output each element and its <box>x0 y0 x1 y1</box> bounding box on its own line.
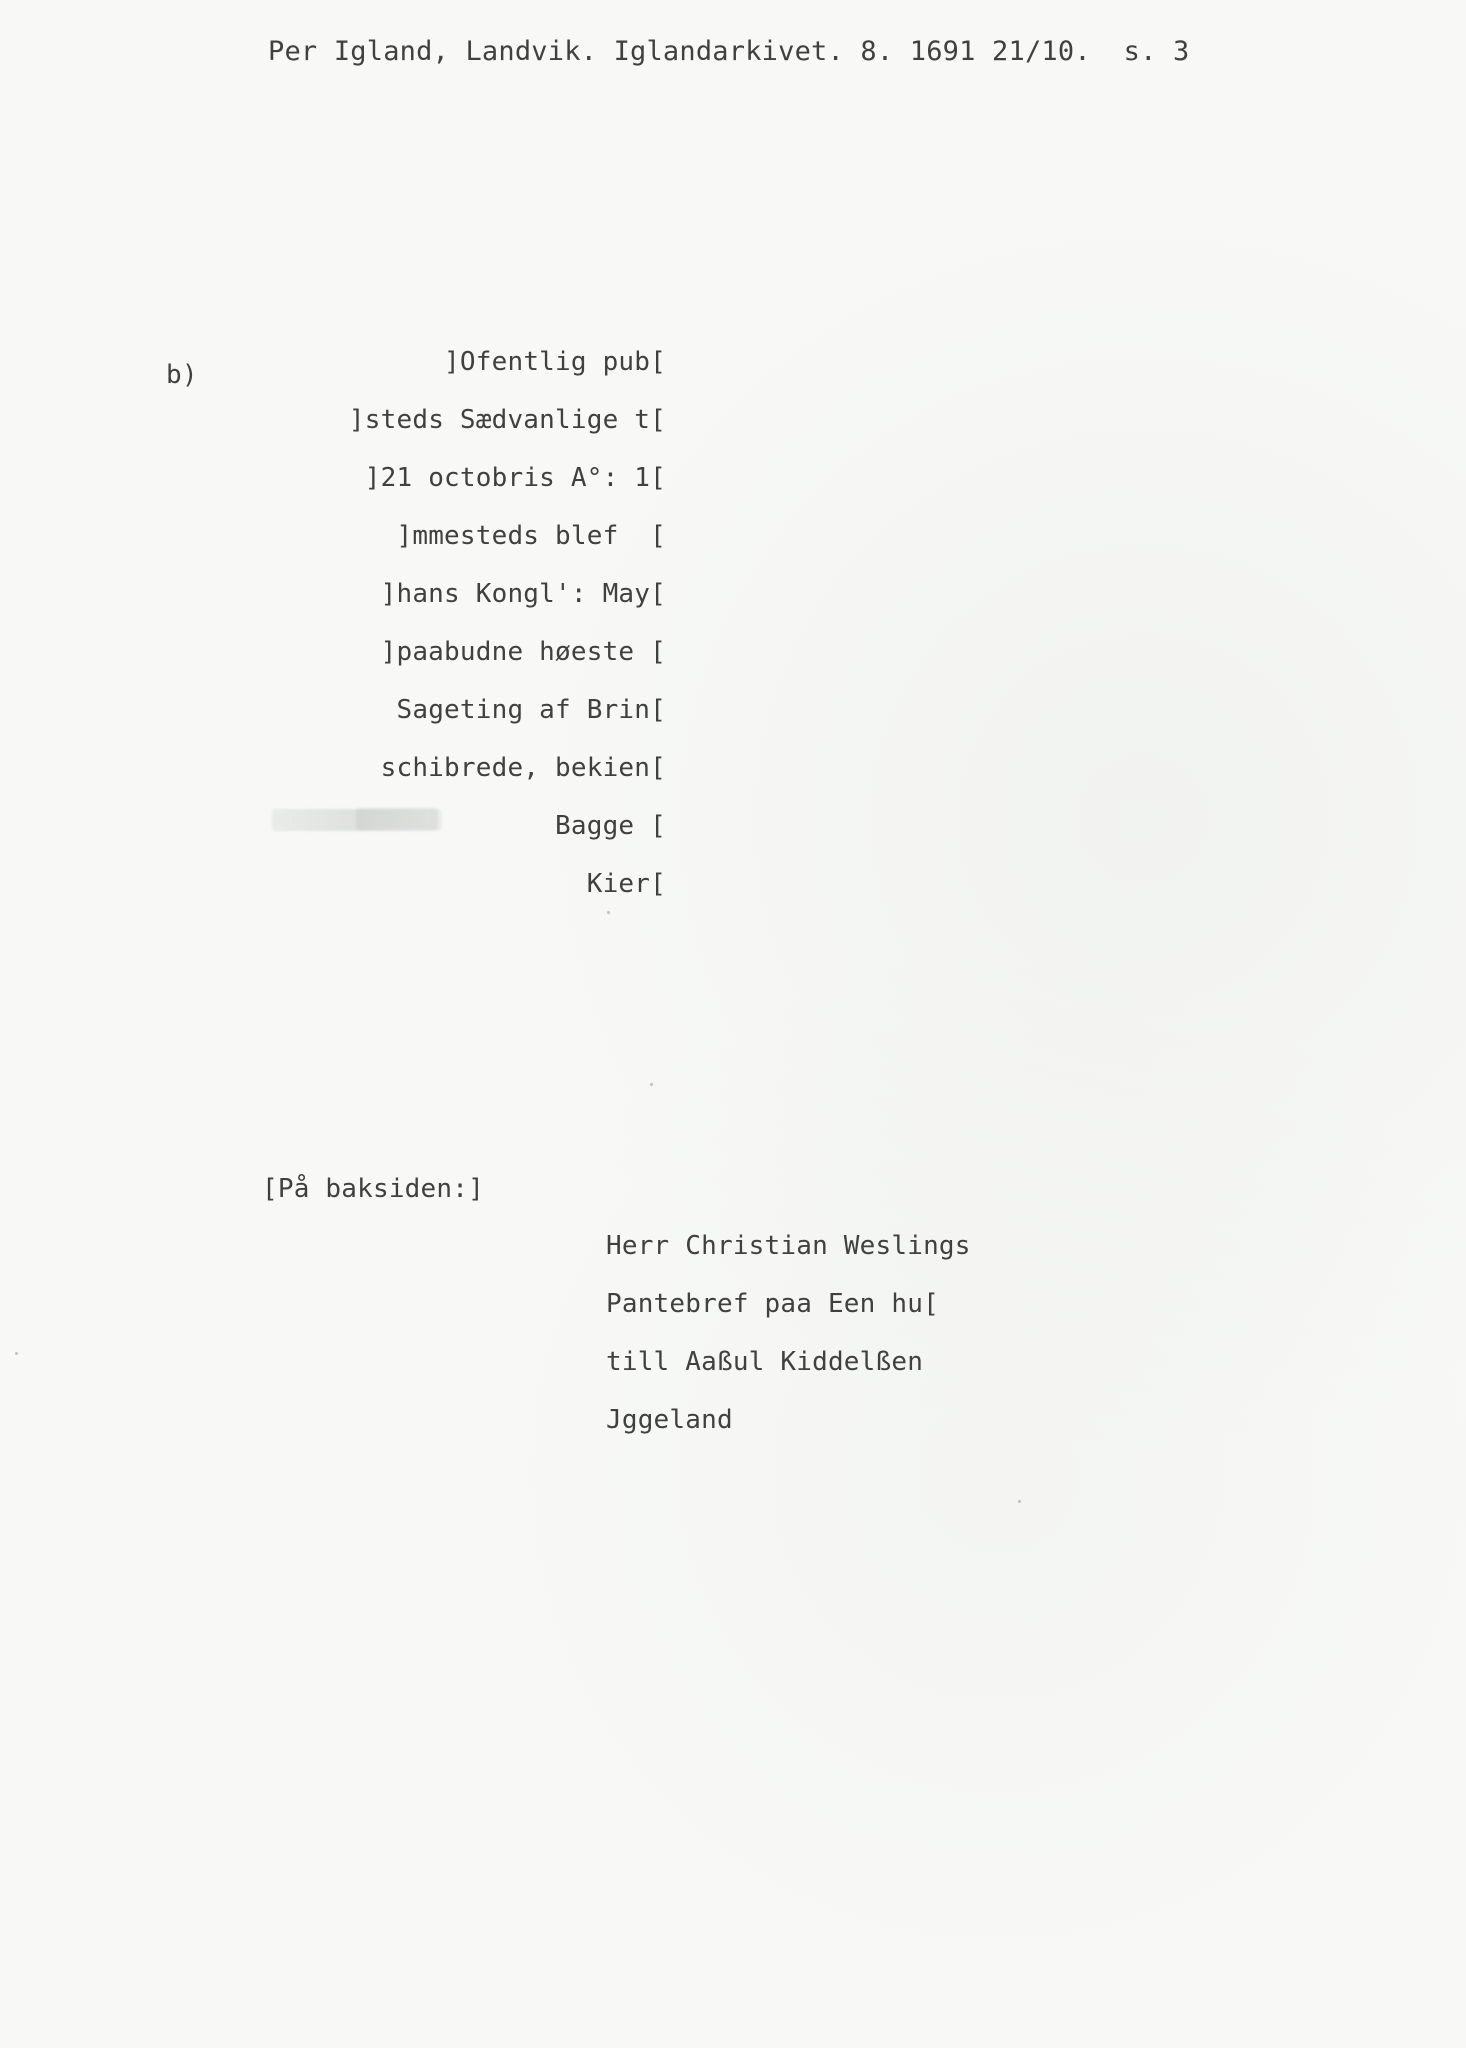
speck-mark <box>15 1352 18 1355</box>
back-side-line: Pantebref paa Een hu[ <box>606 1289 939 1319</box>
speck-mark <box>650 1083 653 1086</box>
back-side-line: till Aaßul Kiddelßen <box>606 1347 924 1377</box>
back-side-label: [På baksiden:] <box>262 1174 484 1204</box>
fragment-line: ]steds Sædvanlige t[ <box>348 405 666 435</box>
fragment-line: Kier[ <box>586 869 666 899</box>
fragment-line: ]21 octobris A°: 1[ <box>364 463 666 493</box>
fragment-line: Bagge [ <box>555 811 666 841</box>
speck-mark <box>1018 1500 1021 1503</box>
fragment-line: ]paabudne høeste [ <box>380 637 666 667</box>
section-label: b) <box>166 360 198 390</box>
back-side-line: Jggeland <box>606 1405 733 1435</box>
fragment-line: Sageting af Brin[ <box>396 695 666 725</box>
back-side-line: Herr Christian Weslings <box>606 1231 971 1261</box>
fragment-line: ]mmesteds blef [ <box>396 521 666 551</box>
fragment-line: ]hans Kongl': May[ <box>380 579 666 609</box>
document-header: Per Igland, Landvik. Iglandarkivet. 8. 1691 21/10. s. 3 <box>268 36 1190 67</box>
fragment-line: schibrede, bekien[ <box>380 753 666 783</box>
fragment-line: ]Ofentlig pub[ <box>444 347 666 377</box>
speck-mark <box>607 911 610 914</box>
